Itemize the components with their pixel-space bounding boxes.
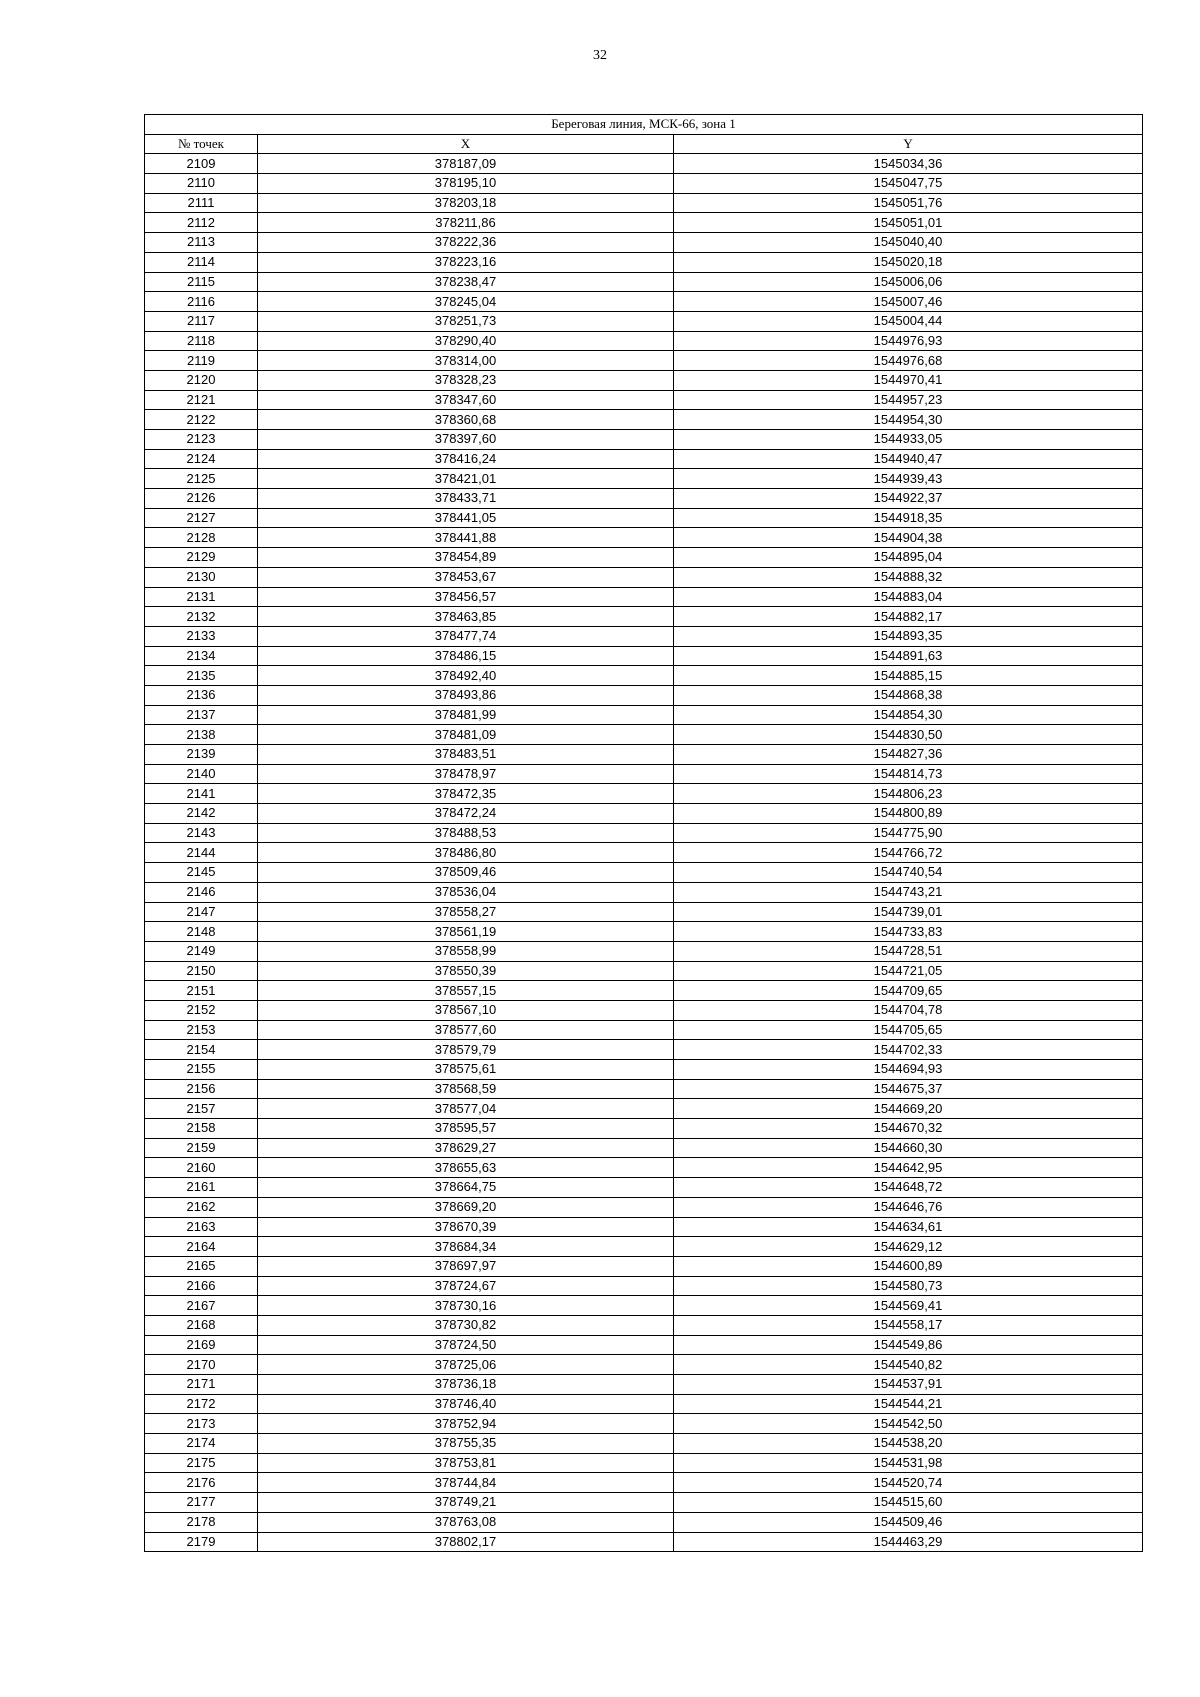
x-coordinate-cell: 378328,23 bbox=[258, 370, 674, 390]
x-coordinate-cell: 378749,21 bbox=[258, 1493, 674, 1513]
column-header-y: Y bbox=[674, 134, 1143, 154]
x-coordinate-cell: 378670,39 bbox=[258, 1217, 674, 1237]
x-coordinate-cell: 378481,09 bbox=[258, 725, 674, 745]
x-coordinate-cell: 378802,17 bbox=[258, 1532, 674, 1552]
y-coordinate-cell: 1544830,50 bbox=[674, 725, 1143, 745]
table-row bbox=[145, 863, 1143, 883]
x-coordinate-cell: 378488,53 bbox=[258, 823, 674, 843]
table-row bbox=[145, 705, 1143, 725]
table-row bbox=[145, 1138, 1143, 1158]
x-coordinate-cell: 378433,71 bbox=[258, 489, 674, 509]
x-coordinate-cell: 378730,16 bbox=[258, 1296, 674, 1316]
table-row bbox=[145, 508, 1143, 528]
column-header-x: X bbox=[258, 134, 674, 154]
point-number-cell: 2125 bbox=[145, 469, 258, 489]
point-number-cell: 2141 bbox=[145, 784, 258, 804]
table-row bbox=[145, 252, 1143, 272]
y-coordinate-cell: 1544895,04 bbox=[674, 548, 1143, 568]
point-number-cell: 2175 bbox=[145, 1453, 258, 1473]
y-coordinate-cell: 1544721,05 bbox=[674, 961, 1143, 981]
point-number-cell: 2110 bbox=[145, 174, 258, 194]
y-coordinate-cell: 1544806,23 bbox=[674, 784, 1143, 804]
y-coordinate-cell: 1544893,35 bbox=[674, 626, 1143, 646]
x-coordinate-cell: 378744,84 bbox=[258, 1473, 674, 1493]
point-number-cell: 2142 bbox=[145, 804, 258, 824]
table-row bbox=[145, 1217, 1143, 1237]
point-number-cell: 2156 bbox=[145, 1079, 258, 1099]
y-coordinate-cell: 1544704,78 bbox=[674, 1000, 1143, 1020]
y-coordinate-cell: 1544976,68 bbox=[674, 351, 1143, 371]
table-row bbox=[145, 292, 1143, 312]
table-row bbox=[145, 685, 1143, 705]
y-coordinate-cell: 1544669,20 bbox=[674, 1099, 1143, 1119]
table-row bbox=[145, 1296, 1143, 1316]
point-number-cell: 2170 bbox=[145, 1355, 258, 1375]
table-row bbox=[145, 1197, 1143, 1217]
x-coordinate-cell: 378669,20 bbox=[258, 1197, 674, 1217]
point-number-cell: 2114 bbox=[145, 252, 258, 272]
table-row bbox=[145, 370, 1143, 390]
table-row bbox=[145, 1178, 1143, 1198]
table-row bbox=[145, 174, 1143, 194]
y-coordinate-cell: 1544600,89 bbox=[674, 1256, 1143, 1276]
y-coordinate-cell: 1545051,76 bbox=[674, 193, 1143, 213]
point-number-cell: 2113 bbox=[145, 233, 258, 253]
table-row bbox=[145, 1256, 1143, 1276]
point-number-cell: 2169 bbox=[145, 1335, 258, 1355]
table-row bbox=[145, 1276, 1143, 1296]
point-number-cell: 2167 bbox=[145, 1296, 258, 1316]
x-coordinate-cell: 378579,79 bbox=[258, 1040, 674, 1060]
point-number-cell: 2168 bbox=[145, 1315, 258, 1335]
table-row bbox=[145, 213, 1143, 233]
point-number-cell: 2164 bbox=[145, 1237, 258, 1257]
coordinates-table bbox=[144, 114, 1143, 1552]
point-number-cell: 2147 bbox=[145, 902, 258, 922]
y-coordinate-cell: 1544728,51 bbox=[674, 941, 1143, 961]
y-coordinate-cell: 1544509,46 bbox=[674, 1512, 1143, 1532]
point-number-cell: 2145 bbox=[145, 863, 258, 883]
table-row bbox=[145, 1040, 1143, 1060]
y-coordinate-cell: 1544814,73 bbox=[674, 764, 1143, 784]
x-coordinate-cell: 378558,27 bbox=[258, 902, 674, 922]
x-coordinate-cell: 378441,88 bbox=[258, 528, 674, 548]
point-number-cell: 2139 bbox=[145, 745, 258, 765]
point-number-cell: 2154 bbox=[145, 1040, 258, 1060]
table-row bbox=[145, 1237, 1143, 1257]
table-row bbox=[145, 390, 1143, 410]
point-number-cell: 2157 bbox=[145, 1099, 258, 1119]
table-row bbox=[145, 449, 1143, 469]
y-coordinate-cell: 1545051,01 bbox=[674, 213, 1143, 233]
x-coordinate-cell: 378486,15 bbox=[258, 646, 674, 666]
point-number-cell: 2155 bbox=[145, 1060, 258, 1080]
x-coordinate-cell: 378746,40 bbox=[258, 1394, 674, 1414]
point-number-cell: 2178 bbox=[145, 1512, 258, 1532]
x-coordinate-cell: 378195,10 bbox=[258, 174, 674, 194]
x-coordinate-cell: 378463,85 bbox=[258, 607, 674, 627]
table-row bbox=[145, 1158, 1143, 1178]
y-coordinate-cell: 1544646,76 bbox=[674, 1197, 1143, 1217]
x-coordinate-cell: 378486,80 bbox=[258, 843, 674, 863]
y-coordinate-cell: 1545047,75 bbox=[674, 174, 1143, 194]
y-coordinate-cell: 1544702,33 bbox=[674, 1040, 1143, 1060]
y-coordinate-cell: 1545007,46 bbox=[674, 292, 1143, 312]
x-coordinate-cell: 378483,51 bbox=[258, 745, 674, 765]
y-coordinate-cell: 1544648,72 bbox=[674, 1178, 1143, 1198]
y-coordinate-cell: 1544740,54 bbox=[674, 863, 1143, 883]
x-coordinate-cell: 378577,04 bbox=[258, 1099, 674, 1119]
point-number-cell: 2117 bbox=[145, 311, 258, 331]
x-coordinate-cell: 378492,40 bbox=[258, 666, 674, 686]
x-coordinate-cell: 378397,60 bbox=[258, 430, 674, 450]
y-coordinate-cell: 1545040,40 bbox=[674, 233, 1143, 253]
table-row bbox=[145, 1335, 1143, 1355]
y-coordinate-cell: 1544854,30 bbox=[674, 705, 1143, 725]
table-body bbox=[145, 154, 1143, 1552]
point-number-cell: 2146 bbox=[145, 882, 258, 902]
point-number-cell: 2140 bbox=[145, 764, 258, 784]
y-coordinate-cell: 1544580,73 bbox=[674, 1276, 1143, 1296]
x-coordinate-cell: 378347,60 bbox=[258, 390, 674, 410]
y-coordinate-cell: 1544558,17 bbox=[674, 1315, 1143, 1335]
x-coordinate-cell: 378251,73 bbox=[258, 311, 674, 331]
table-row bbox=[145, 961, 1143, 981]
y-coordinate-cell: 1544800,89 bbox=[674, 804, 1143, 824]
y-coordinate-cell: 1544933,05 bbox=[674, 430, 1143, 450]
y-coordinate-cell: 1544940,47 bbox=[674, 449, 1143, 469]
table-row bbox=[145, 1060, 1143, 1080]
x-coordinate-cell: 378453,67 bbox=[258, 567, 674, 587]
table-row bbox=[145, 272, 1143, 292]
table-row bbox=[145, 193, 1143, 213]
table-row bbox=[145, 469, 1143, 489]
table-row bbox=[145, 1434, 1143, 1454]
point-number-cell: 2177 bbox=[145, 1493, 258, 1513]
point-number-cell: 2148 bbox=[145, 922, 258, 942]
point-number-cell: 2150 bbox=[145, 961, 258, 981]
point-number-cell: 2134 bbox=[145, 646, 258, 666]
point-number-cell: 2112 bbox=[145, 213, 258, 233]
table-row bbox=[145, 843, 1143, 863]
x-coordinate-cell: 378536,04 bbox=[258, 882, 674, 902]
table-row bbox=[145, 528, 1143, 548]
y-coordinate-cell: 1544970,41 bbox=[674, 370, 1143, 390]
x-coordinate-cell: 378724,50 bbox=[258, 1335, 674, 1355]
point-number-cell: 2120 bbox=[145, 370, 258, 390]
table-row bbox=[145, 902, 1143, 922]
table-row bbox=[145, 233, 1143, 253]
y-coordinate-cell: 1545034,36 bbox=[674, 154, 1143, 174]
x-coordinate-cell: 378557,15 bbox=[258, 981, 674, 1001]
y-coordinate-cell: 1545006,06 bbox=[674, 272, 1143, 292]
table-row bbox=[145, 607, 1143, 627]
column-header-point-number: № точек bbox=[145, 134, 258, 154]
point-number-cell: 2158 bbox=[145, 1119, 258, 1139]
y-coordinate-cell: 1544918,35 bbox=[674, 508, 1143, 528]
x-coordinate-cell: 378454,89 bbox=[258, 548, 674, 568]
x-coordinate-cell: 378478,97 bbox=[258, 764, 674, 784]
point-number-cell: 2130 bbox=[145, 567, 258, 587]
table-row bbox=[145, 745, 1143, 765]
table-row bbox=[145, 1493, 1143, 1513]
table-row bbox=[145, 764, 1143, 784]
point-number-cell: 2118 bbox=[145, 331, 258, 351]
point-number-cell: 2132 bbox=[145, 607, 258, 627]
point-number-cell: 2161 bbox=[145, 1178, 258, 1198]
point-number-cell: 2111 bbox=[145, 193, 258, 213]
x-coordinate-cell: 378558,99 bbox=[258, 941, 674, 961]
y-coordinate-cell: 1544882,17 bbox=[674, 607, 1143, 627]
table-row bbox=[145, 567, 1143, 587]
y-coordinate-cell: 1544537,91 bbox=[674, 1375, 1143, 1395]
point-number-cell: 2160 bbox=[145, 1158, 258, 1178]
y-coordinate-cell: 1544766,72 bbox=[674, 843, 1143, 863]
table-row bbox=[145, 1000, 1143, 1020]
x-coordinate-cell: 378314,00 bbox=[258, 351, 674, 371]
x-coordinate-cell: 378223,16 bbox=[258, 252, 674, 272]
point-number-cell: 2129 bbox=[145, 548, 258, 568]
point-number-cell: 2133 bbox=[145, 626, 258, 646]
table-row bbox=[145, 784, 1143, 804]
point-number-cell: 2152 bbox=[145, 1000, 258, 1020]
x-coordinate-cell: 378222,36 bbox=[258, 233, 674, 253]
y-coordinate-cell: 1544954,30 bbox=[674, 410, 1143, 430]
table-row bbox=[145, 1020, 1143, 1040]
point-number-cell: 2143 bbox=[145, 823, 258, 843]
point-number-cell: 2176 bbox=[145, 1473, 258, 1493]
x-coordinate-cell: 378493,86 bbox=[258, 685, 674, 705]
table-row bbox=[145, 725, 1143, 745]
y-coordinate-cell: 1544531,98 bbox=[674, 1453, 1143, 1473]
table-row bbox=[145, 1119, 1143, 1139]
y-coordinate-cell: 1544868,38 bbox=[674, 685, 1143, 705]
table-row bbox=[145, 331, 1143, 351]
table-row bbox=[145, 981, 1143, 1001]
y-coordinate-cell: 1544705,65 bbox=[674, 1020, 1143, 1040]
x-coordinate-cell: 378456,57 bbox=[258, 587, 674, 607]
y-coordinate-cell: 1544891,63 bbox=[674, 646, 1143, 666]
point-number-cell: 2136 bbox=[145, 685, 258, 705]
x-coordinate-cell: 378441,05 bbox=[258, 508, 674, 528]
table-row bbox=[145, 489, 1143, 509]
x-coordinate-cell: 378211,86 bbox=[258, 213, 674, 233]
table-row bbox=[145, 410, 1143, 430]
y-coordinate-cell: 1545004,44 bbox=[674, 311, 1143, 331]
point-number-cell: 2123 bbox=[145, 430, 258, 450]
y-coordinate-cell: 1544739,01 bbox=[674, 902, 1143, 922]
x-coordinate-cell: 378684,34 bbox=[258, 1237, 674, 1257]
point-number-cell: 2128 bbox=[145, 528, 258, 548]
y-coordinate-cell: 1544629,12 bbox=[674, 1237, 1143, 1257]
point-number-cell: 2162 bbox=[145, 1197, 258, 1217]
x-coordinate-cell: 378187,09 bbox=[258, 154, 674, 174]
x-coordinate-cell: 378416,24 bbox=[258, 449, 674, 469]
x-coordinate-cell: 378472,35 bbox=[258, 784, 674, 804]
x-coordinate-cell: 378763,08 bbox=[258, 1512, 674, 1532]
y-coordinate-cell: 1544827,36 bbox=[674, 745, 1143, 765]
y-coordinate-cell: 1544670,32 bbox=[674, 1119, 1143, 1139]
x-coordinate-cell: 378290,40 bbox=[258, 331, 674, 351]
y-coordinate-cell: 1544520,74 bbox=[674, 1473, 1143, 1493]
x-coordinate-cell: 378567,10 bbox=[258, 1000, 674, 1020]
point-number-cell: 2171 bbox=[145, 1375, 258, 1395]
table-row bbox=[145, 626, 1143, 646]
x-coordinate-cell: 378550,39 bbox=[258, 961, 674, 981]
table-row bbox=[145, 922, 1143, 942]
table-row bbox=[145, 1512, 1143, 1532]
table-row bbox=[145, 1099, 1143, 1119]
y-coordinate-cell: 1544976,93 bbox=[674, 331, 1143, 351]
y-coordinate-cell: 1544939,43 bbox=[674, 469, 1143, 489]
x-coordinate-cell: 378477,74 bbox=[258, 626, 674, 646]
x-coordinate-cell: 378753,81 bbox=[258, 1453, 674, 1473]
point-number-cell: 2116 bbox=[145, 292, 258, 312]
point-number-cell: 2166 bbox=[145, 1276, 258, 1296]
y-coordinate-cell: 1544538,20 bbox=[674, 1434, 1143, 1454]
table-row bbox=[145, 154, 1143, 174]
y-coordinate-cell: 1544883,04 bbox=[674, 587, 1143, 607]
y-coordinate-cell: 1544694,93 bbox=[674, 1060, 1143, 1080]
y-coordinate-cell: 1544733,83 bbox=[674, 922, 1143, 942]
x-coordinate-cell: 378736,18 bbox=[258, 1375, 674, 1395]
point-number-cell: 2131 bbox=[145, 587, 258, 607]
y-coordinate-cell: 1544709,65 bbox=[674, 981, 1143, 1001]
point-number-cell: 2144 bbox=[145, 843, 258, 863]
table-row bbox=[145, 430, 1143, 450]
table-row bbox=[145, 941, 1143, 961]
point-number-cell: 2122 bbox=[145, 410, 258, 430]
y-coordinate-cell: 1544957,23 bbox=[674, 390, 1143, 410]
x-coordinate-cell: 378755,35 bbox=[258, 1434, 674, 1454]
y-coordinate-cell: 1544544,21 bbox=[674, 1394, 1143, 1414]
x-coordinate-cell: 378360,68 bbox=[258, 410, 674, 430]
y-coordinate-cell: 1544569,41 bbox=[674, 1296, 1143, 1316]
x-coordinate-cell: 378203,18 bbox=[258, 193, 674, 213]
x-coordinate-cell: 378655,63 bbox=[258, 1158, 674, 1178]
point-number-cell: 2127 bbox=[145, 508, 258, 528]
table-row bbox=[145, 882, 1143, 902]
x-coordinate-cell: 378568,59 bbox=[258, 1079, 674, 1099]
table-row bbox=[145, 666, 1143, 686]
x-coordinate-cell: 378421,01 bbox=[258, 469, 674, 489]
table-row bbox=[145, 646, 1143, 666]
table-row bbox=[145, 1375, 1143, 1395]
point-number-cell: 2163 bbox=[145, 1217, 258, 1237]
x-coordinate-cell: 378730,82 bbox=[258, 1315, 674, 1335]
table-row bbox=[145, 1473, 1143, 1493]
y-coordinate-cell: 1544675,37 bbox=[674, 1079, 1143, 1099]
y-coordinate-cell: 1544743,21 bbox=[674, 882, 1143, 902]
y-coordinate-cell: 1544542,50 bbox=[674, 1414, 1143, 1434]
y-coordinate-cell: 1544904,38 bbox=[674, 528, 1143, 548]
x-coordinate-cell: 378724,67 bbox=[258, 1276, 674, 1296]
x-coordinate-cell: 378481,99 bbox=[258, 705, 674, 725]
x-coordinate-cell: 378725,06 bbox=[258, 1355, 674, 1375]
table-caption-row bbox=[145, 115, 1143, 135]
table-header-row bbox=[145, 134, 1143, 154]
y-coordinate-cell: 1544922,37 bbox=[674, 489, 1143, 509]
point-number-cell: 2138 bbox=[145, 725, 258, 745]
table-row bbox=[145, 804, 1143, 824]
point-number-cell: 2173 bbox=[145, 1414, 258, 1434]
table-row bbox=[145, 548, 1143, 568]
table-row bbox=[145, 823, 1143, 843]
point-number-cell: 2115 bbox=[145, 272, 258, 292]
point-number-cell: 2153 bbox=[145, 1020, 258, 1040]
table-row bbox=[145, 1414, 1143, 1434]
point-number-cell: 2126 bbox=[145, 489, 258, 509]
y-coordinate-cell: 1544515,60 bbox=[674, 1493, 1143, 1513]
x-coordinate-cell: 378245,04 bbox=[258, 292, 674, 312]
table-row bbox=[145, 1453, 1143, 1473]
point-number-cell: 2119 bbox=[145, 351, 258, 371]
table-row bbox=[145, 311, 1143, 331]
x-coordinate-cell: 378509,46 bbox=[258, 863, 674, 883]
x-coordinate-cell: 378472,24 bbox=[258, 804, 674, 824]
y-coordinate-cell: 1544775,90 bbox=[674, 823, 1143, 843]
point-number-cell: 2135 bbox=[145, 666, 258, 686]
x-coordinate-cell: 378752,94 bbox=[258, 1414, 674, 1434]
point-number-cell: 2172 bbox=[145, 1394, 258, 1414]
table-row bbox=[145, 351, 1143, 371]
point-number-cell: 2151 bbox=[145, 981, 258, 1001]
x-coordinate-cell: 378697,97 bbox=[258, 1256, 674, 1276]
point-number-cell: 2165 bbox=[145, 1256, 258, 1276]
y-coordinate-cell: 1544540,82 bbox=[674, 1355, 1143, 1375]
point-number-cell: 2179 bbox=[145, 1532, 258, 1552]
table-row bbox=[145, 1394, 1143, 1414]
y-coordinate-cell: 1544549,86 bbox=[674, 1335, 1143, 1355]
point-number-cell: 2159 bbox=[145, 1138, 258, 1158]
x-coordinate-cell: 378238,47 bbox=[258, 272, 674, 292]
point-number-cell: 2121 bbox=[145, 390, 258, 410]
point-number-cell: 2109 bbox=[145, 154, 258, 174]
x-coordinate-cell: 378629,27 bbox=[258, 1138, 674, 1158]
point-number-cell: 2174 bbox=[145, 1434, 258, 1454]
table-row bbox=[145, 587, 1143, 607]
y-coordinate-cell: 1544888,32 bbox=[674, 567, 1143, 587]
y-coordinate-cell: 1544634,61 bbox=[674, 1217, 1143, 1237]
point-number-cell: 2149 bbox=[145, 941, 258, 961]
table-row bbox=[145, 1532, 1143, 1552]
table-row bbox=[145, 1079, 1143, 1099]
point-number-cell: 2137 bbox=[145, 705, 258, 725]
point-number-cell: 2124 bbox=[145, 449, 258, 469]
table-caption: Береговая линия, МСК-66, зона 1 bbox=[145, 115, 1143, 135]
x-coordinate-cell: 378664,75 bbox=[258, 1178, 674, 1198]
page-number: 32 bbox=[593, 48, 607, 63]
y-coordinate-cell: 1544463,29 bbox=[674, 1532, 1143, 1552]
y-coordinate-cell: 1544885,15 bbox=[674, 666, 1143, 686]
y-coordinate-cell: 1544660,30 bbox=[674, 1138, 1143, 1158]
x-coordinate-cell: 378577,60 bbox=[258, 1020, 674, 1040]
x-coordinate-cell: 378575,61 bbox=[258, 1060, 674, 1080]
table-row bbox=[145, 1315, 1143, 1335]
table-row bbox=[145, 1355, 1143, 1375]
x-coordinate-cell: 378561,19 bbox=[258, 922, 674, 942]
y-coordinate-cell: 1544642,95 bbox=[674, 1158, 1143, 1178]
y-coordinate-cell: 1545020,18 bbox=[674, 252, 1143, 272]
x-coordinate-cell: 378595,57 bbox=[258, 1119, 674, 1139]
